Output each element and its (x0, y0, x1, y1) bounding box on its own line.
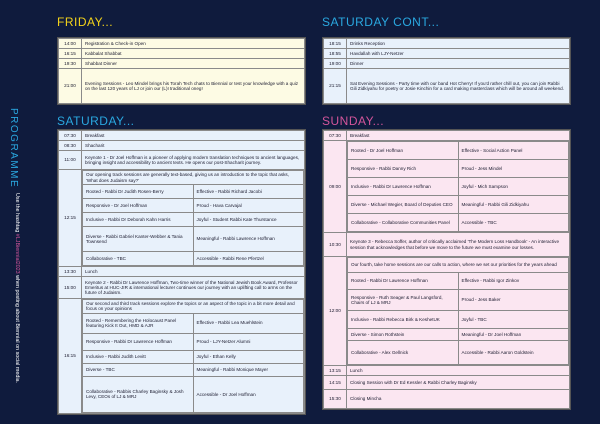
schedule-row (59, 299, 305, 414)
event: Closing Mincha (347, 390, 570, 409)
event: Havdallah with LJY-Netzer (347, 49, 570, 59)
sunday-heading: SUNDAY... (322, 114, 385, 128)
schedule-row (324, 49, 570, 59)
schedule-row (59, 49, 305, 59)
track-intro: Our second and third track sessions explore the topics or an aspect of the topic in a bit more detail and focus on your opinions (83, 300, 304, 314)
event: Breakfast (347, 131, 570, 141)
track-session: Accessible - Dr Joel Hoffman (193, 376, 304, 412)
track-session: Proud - LJY-Netzer Alumni (193, 333, 304, 350)
schedule-row (59, 277, 305, 299)
track-session: Effective - Rabbi Igor Zinkov (458, 273, 569, 290)
track-session: Diverse - Rabbi Gabriel Kanter-Webber & Tania Townsend (83, 226, 194, 252)
time: 11:00 (59, 151, 82, 170)
sunday-schedule (322, 129, 571, 410)
time: 18:55 (324, 49, 347, 59)
track-session: Accessible - Rabbi Rene Pfertzel (193, 252, 304, 266)
friday-heading: FRIDAY... (57, 15, 114, 29)
schedule-row (324, 69, 570, 104)
event: Dinner (347, 59, 570, 69)
event: Keynote 3 - Rebecca Soffer, author of critically acclaimed 'The Modern Loss Handbook' - An interactive session that acknowledges that before we move to the future we must examine our losses. (347, 233, 570, 257)
track-session: Proud - Jess Baker (458, 290, 569, 311)
time: 15:00 (59, 277, 82, 299)
track-session: Diverse - Simon Rothstein (348, 329, 459, 341)
time: 14:15 (324, 376, 347, 390)
time: 08:30 (59, 141, 82, 151)
track-session: Responsive - Ruth Seager & Paul Langsford, Chairs of LJ & MRJ (348, 290, 459, 311)
track-block (82, 299, 305, 414)
time: 21:15 (324, 69, 347, 104)
track-session: Inclusive - Rabbi Dr Lawrence Hoffman (348, 178, 459, 196)
track-session: Collaborative - TBC (83, 252, 194, 266)
schedule-row (324, 131, 570, 141)
track-session: Meaningful - Rabbi Lawrence Hoffman (193, 226, 304, 252)
track-session: Rooted - Remembering the Holocaust Panel featuring Kick It Out, HMD & AJR (83, 313, 194, 333)
schedule-row (59, 267, 305, 277)
track-session: Accessible - TBC (458, 214, 569, 232)
time: 07:30 (59, 131, 82, 141)
track-session: Responsive - Dr Joel Hoffman (83, 198, 194, 212)
track-session: Proud - Hava Carvajal (193, 198, 304, 212)
event: Evening Sessions - Leo Mindel brings his Torah Tech chats to Biennial or test your knowledge with a quiz on the last 120 years of LJ or join our (L)I traditional oneg! (82, 69, 305, 104)
event: Kabbalat Shabbat (82, 49, 305, 59)
track-session: Rooted - Rabbi Dr Lawrence Hoffman (348, 273, 459, 290)
hashtag: #LJBiennial2023 (14, 233, 20, 274)
track-block (347, 141, 570, 233)
time: 19:30 (59, 59, 82, 69)
time: 09:00 (324, 141, 347, 233)
saturday-cont-heading: SATURDAY CONT... (322, 15, 440, 29)
time: 15:30 (324, 390, 347, 409)
time: 12:15 (59, 170, 82, 267)
schedule-row (59, 69, 305, 104)
schedule-row (59, 141, 305, 151)
track-session: Joyful - Student Rabbi Kate Thurstance (193, 212, 304, 226)
track-session: Effective - Rabbi Lea Muehlstein (193, 313, 304, 333)
track-block (347, 257, 570, 366)
track-session: Collaborative - Rabbis Charley Baginsky & Josh Levy, CEOs of LJ & MRJ (83, 376, 194, 412)
schedule-row (59, 151, 305, 170)
event: Breakfast (82, 131, 305, 141)
track-session: Responsive - Rabbi Danny Rich (348, 160, 459, 178)
event: Lunch (347, 366, 570, 376)
track-session: Proud - Jess Mindel (458, 160, 569, 178)
track-session: Joyful - TBC (458, 311, 569, 329)
friday-schedule (57, 37, 306, 105)
track-session: Effective - Rabbi Richard Jacobi (193, 185, 304, 199)
schedule-row (324, 376, 570, 390)
schedule-row (324, 141, 570, 233)
time: 21:00 (59, 69, 82, 104)
event: Shacharit (82, 141, 305, 151)
time: 13:30 (59, 267, 82, 277)
event: Lunch (82, 267, 305, 277)
time: 16:15 (59, 299, 82, 414)
track-session: Inclusive - Rabbi Rebecca Birk & KeshetUK (348, 311, 459, 329)
track-intro: Our fourth, take home sessions are our calls to action, where we set our priorities for the years ahead (348, 258, 569, 273)
schedule-row (324, 39, 570, 49)
track-session: Joyful - Mich Sampson (458, 178, 569, 196)
track-session: Meaningful - Rabbi Gili Zidkiyahu (458, 196, 569, 214)
event: Keynote 2 - Rabbi Dr Lawrence Hoffman, Two-time winner of the National Jewish Book Award, Professor Emeritus at HUC-JIR & international lecturer continues our journey with an uplifting call to arms on the future of Judaism. (82, 277, 305, 299)
track-session: Collaborative - Collaborative Communities Panel (348, 214, 459, 232)
track-session: Rooted - Rabbi Dr Judith Rosen-Berry (83, 185, 194, 199)
schedule-row (59, 170, 305, 267)
track-intro: Our opening track sessions are generally text-based, giving us an introduction to the topic that asks, 'What does Judaism say?' (83, 171, 304, 185)
schedule-row (324, 390, 570, 409)
track-session: Effective - Social Action Panel (458, 142, 569, 160)
track-session: Responsive - Rabbi Dr Lawrence Hoffman (83, 333, 194, 350)
track-session: Joyful - Ethan Kelly (193, 350, 304, 363)
time: 07:30 (324, 131, 347, 141)
track-session: Inclusive - Rabbi Judith Levitt (83, 350, 194, 363)
time: 16:15 (59, 49, 82, 59)
schedule-row (324, 233, 570, 257)
time: 18:15 (324, 39, 347, 49)
saturday-heading: SATURDAY... (57, 114, 135, 128)
schedule-row (59, 59, 305, 69)
schedule-row (324, 59, 570, 69)
schedule-row (324, 366, 570, 376)
track-session: Collaborative - Alex Gellnick (348, 341, 459, 365)
schedule-row (59, 131, 305, 141)
event: Closing Session with Dr Ed Kessler & Rabbi Charley Baginsky (347, 376, 570, 390)
track-session: Accessible - Rabbi Aaron Goldstein (458, 341, 569, 365)
track-session: Diverse - Michael Wegier, Board of Deputies CEO (348, 196, 459, 214)
event: Drinks Reception (347, 39, 570, 49)
social-suffix: when posting about Biennial on social media. (14, 273, 20, 384)
track-block (82, 170, 305, 267)
social-hashtag-note (14, 193, 20, 383)
schedule-row (59, 39, 305, 49)
time: 13:15 (324, 366, 347, 376)
programme-title: PROGRAMME (8, 108, 19, 189)
time: 10:30 (324, 233, 347, 257)
schedule-row (324, 257, 570, 366)
event: Sat Evening Sessions - Party time with our band Hot Cherry! If you'd rather chill out, you can join Rabbi Gili Zidkiyahu for poetry or Josie Kinchin for a card making masterclass which will be around all weekend. (347, 69, 570, 104)
time: 19:00 (324, 59, 347, 69)
social-prefix: Use the hashtag (14, 193, 20, 234)
event: Keynote 1 - Dr Joel Hoffman is a pioneer of applying modern translation techniques to ancient languages, bringing insight and accessibility to ancient texts. He opens our post-Shacharit journey. (82, 151, 305, 170)
saturday-cont-schedule (322, 37, 571, 105)
track-session: Rooted - Dr Joel Hoffman (348, 142, 459, 160)
track-session: Inclusive - Rabbi Dr Deborah Kahn Harris (83, 212, 194, 226)
event: Shabbat Dinner (82, 59, 305, 69)
time: 12:00 (324, 257, 347, 366)
time: 14:00 (59, 39, 82, 49)
track-session: Meaningful - Rabbi Monique Mayer (193, 363, 304, 376)
track-session: Meaningful - Dr Joel Hoffman (458, 329, 569, 341)
saturday-schedule (57, 129, 306, 415)
event: Registration & Check-in Open (82, 39, 305, 49)
track-session: Diverse - TBC (83, 363, 194, 376)
